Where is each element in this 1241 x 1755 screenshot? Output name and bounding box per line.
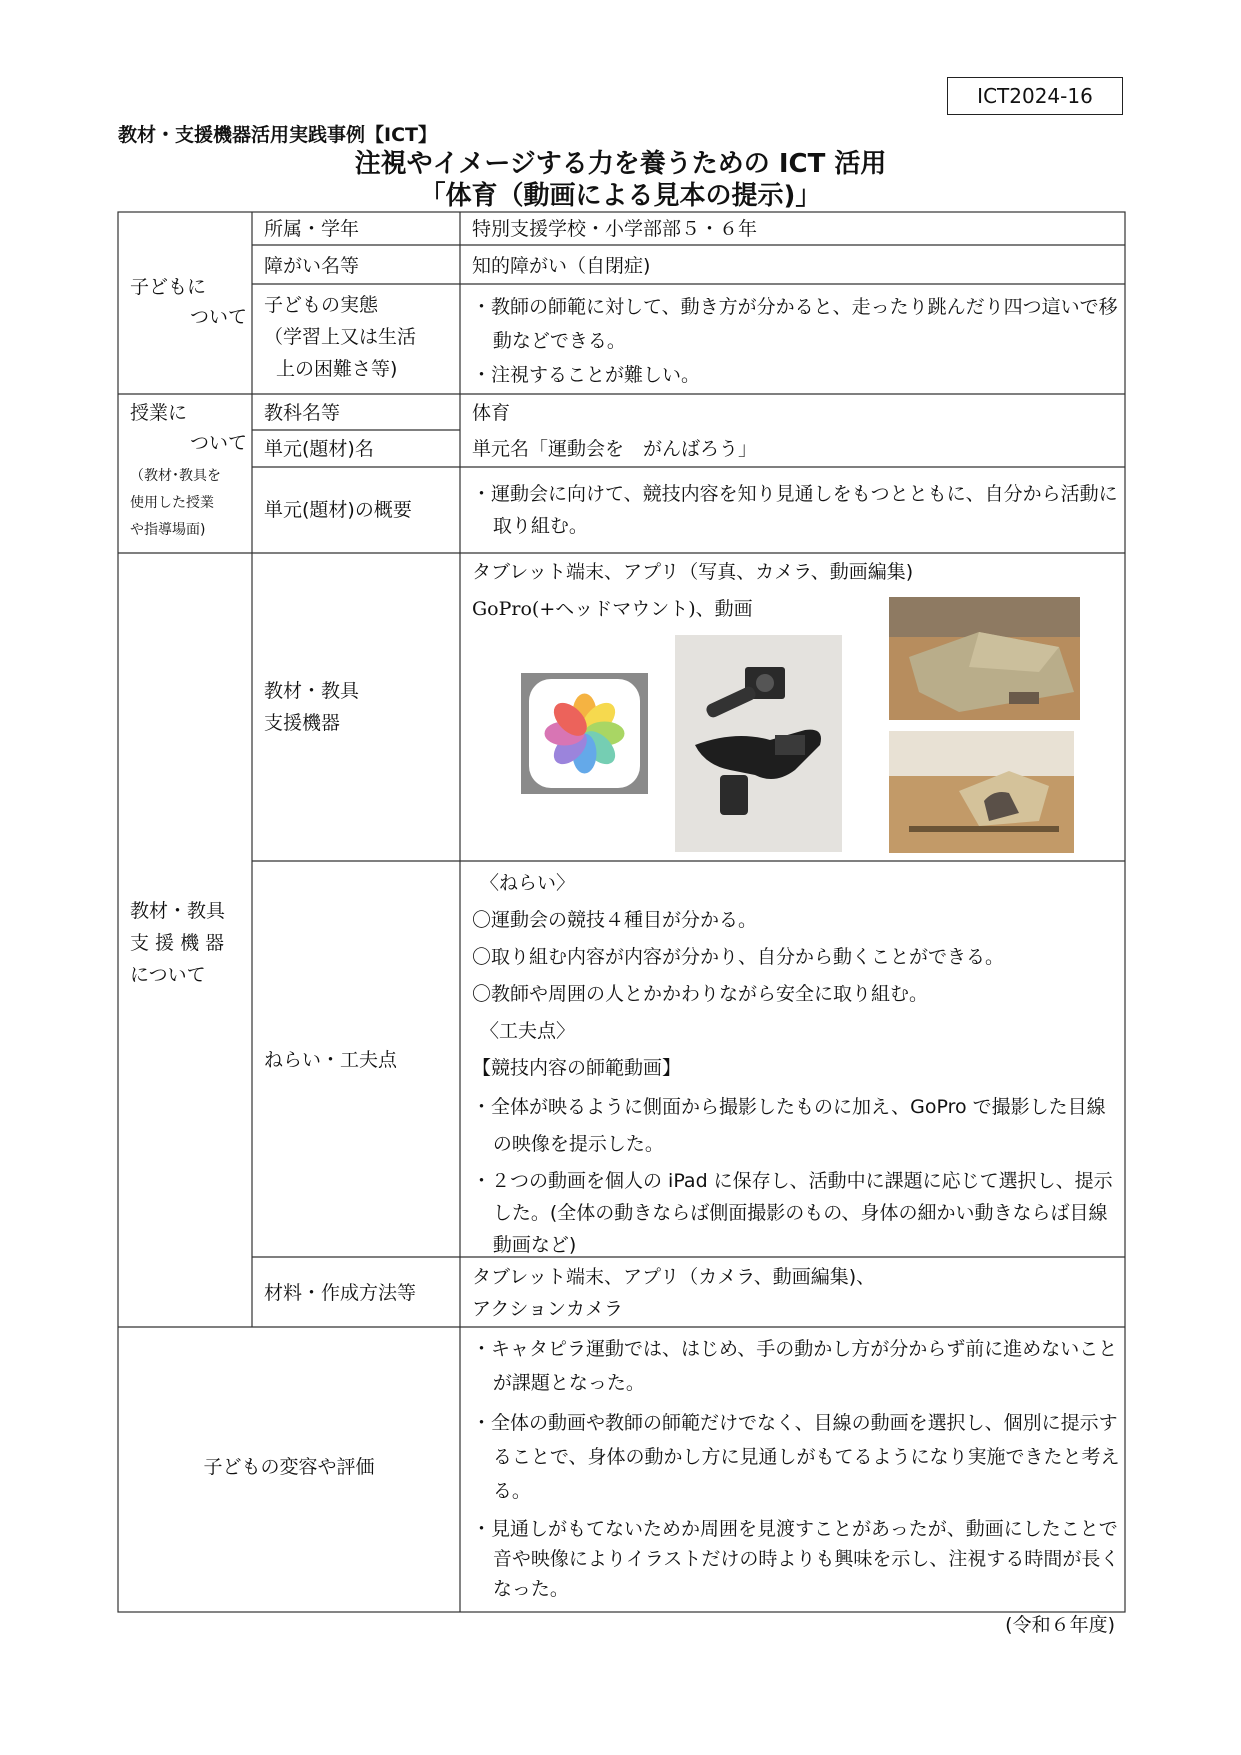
child-state-list xyxy=(472,290,1120,392)
unit-value: 単元名「運動会を がんばろう」 xyxy=(472,438,758,460)
unit-label: 単元(題材)名 xyxy=(264,438,374,460)
list-item: ・２つの動画を個人の iPad に保存し、活動中に課題に応じて選択し、提示した。(全体の動きならば側面撮影のもの、身体の細かい動きならば目線動画など) xyxy=(472,1170,1113,1256)
list-item: ・見通しがもてないためか周囲を見渡すことがあったが、動画にしたことで音や映像によりイラストだけの時よりも興味を示し、注視する時間が長くなった。 xyxy=(472,1518,1120,1600)
equipment-label: 教材・教具 支援機器 xyxy=(264,680,360,734)
overview-value: ・運動会に向けて、競技内容を知り見通しをもつとともに、自分から活動に取り組む。 xyxy=(472,483,1118,537)
gopro-photo xyxy=(675,635,842,852)
subject-value: 体育 xyxy=(472,402,511,424)
overview-label: 単元(題材)の概要 xyxy=(264,499,412,521)
materials-label: 材料・作成方法等 xyxy=(264,1282,417,1304)
disability-value: 知的障がい（自閉症) xyxy=(472,255,651,277)
gym-photo-cardboard-tunnel xyxy=(889,597,1080,720)
aims-content: 〈ねらい〉 〇運動会の競技４種目が分かる。 〇取り組む内容が内容が分かり、自分から動くことができる。 〇教師や周囲の人とかかわりながら安全に取り組む。 〈工夫点〉 【競技内容の師範動画】 xyxy=(472,865,1120,1087)
tools-section-label: 教材・教具 支 援 機 器 について xyxy=(130,900,226,986)
document-code: ICT2024-16 xyxy=(947,77,1123,115)
list-item: ・キャタピラ運動では、はじめ、手の動かし方が分からず前に進めないことが課題となった。 xyxy=(472,1338,1118,1394)
child-section-label: 子どもに ついて xyxy=(130,276,248,328)
list-item: 〇取り組む内容が内容が分かり、自分から動くことができる。 xyxy=(472,946,1005,968)
subject-label: 教科名等 xyxy=(264,402,341,424)
list-item: 〇運動会の競技４種目が分かる。 xyxy=(472,909,758,931)
affiliation-label: 所属・学年 xyxy=(264,218,360,240)
materials-value: タブレット端末、アプリ（カメラ、動画編集)、 アクションカメラ xyxy=(472,1266,876,1320)
page-subtitle: 「体育（動画による見本の提示)」 xyxy=(419,181,822,211)
list-item: ・全体の動画や教師の師範だけでなく、目線の動画を選択し、個別に提示することで、身体の動かし方に見通しがもてるようになり実施できたと考える。 xyxy=(472,1412,1120,1502)
category-label: 教材・支援機器活用実践事例【ICT】 xyxy=(118,124,437,146)
lesson-section-label: 授業に ついて xyxy=(130,402,248,454)
list-item: ・注視することが難しい。 xyxy=(472,364,701,386)
lesson-section-note: （教材･教具を 使用した授業 や指導場面) xyxy=(130,468,221,538)
aims-label: ねらい・工夫点 xyxy=(264,1049,398,1071)
gym-photo-crawling-child xyxy=(889,731,1074,853)
photos-app-icon xyxy=(521,673,648,794)
equipment-line-2: GoPro(+ヘッドマウント)、動画 xyxy=(472,598,753,620)
points-list-2 xyxy=(472,1165,1120,1261)
page-title: 注視やイメージする力を養うための ICT 活用 xyxy=(354,149,887,179)
affiliation-value: 特別支援学校・小学部部５・６年 xyxy=(472,218,758,240)
fiscal-year-note: (令和６年度) xyxy=(1005,1614,1115,1636)
evaluation-label: 子どもの変容や評価 xyxy=(203,1456,375,1478)
equipment-line-1: タブレット端末、アプリ（写真、カメラ、動画編集) xyxy=(472,561,914,583)
child-state-label: 子どもの実態 （学習上又は生活 上の困難さ等) xyxy=(264,294,417,380)
disability-label: 障がい名等 xyxy=(264,255,360,277)
evaluation-list xyxy=(472,1332,1120,1604)
points-list xyxy=(472,1089,1120,1163)
list-item: ・全体が映るように側面から撮影したものに加え、GoPro で撮影した目線の映像を提示した。 xyxy=(472,1096,1106,1155)
list-item: 〇教師や周囲の人とかかわりながら安全に取り組む。 xyxy=(472,983,929,1005)
list-item: ・教師の師範に対して、動き方が分かると、走ったり跳んだり四つ這いで移動などできる。 xyxy=(472,296,1118,352)
